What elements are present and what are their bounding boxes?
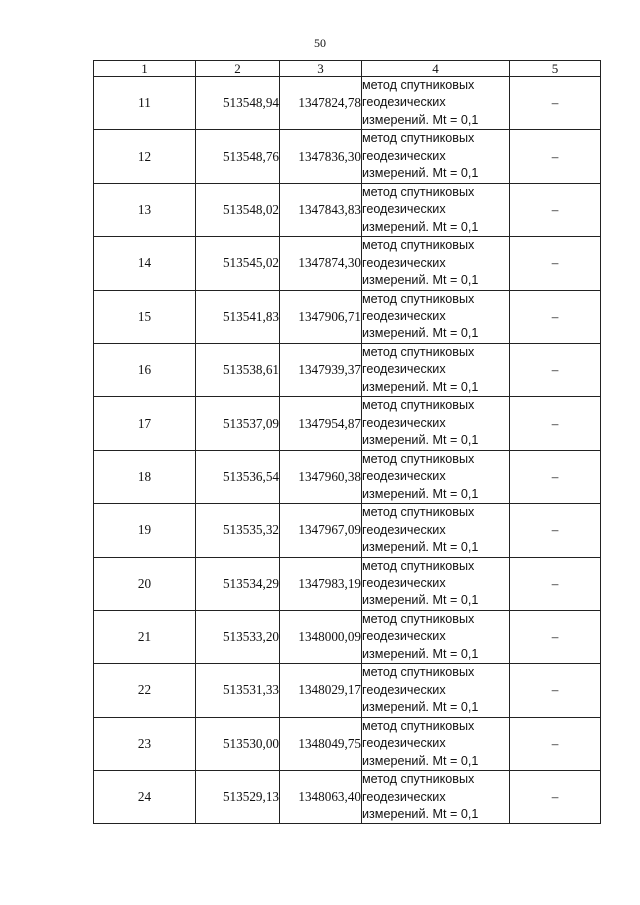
table-row [94, 771, 601, 824]
method-cell: метод спутниковых геодезических измерений. Mt = 0,1 [362, 610, 510, 663]
table-row [94, 237, 601, 290]
method-cell: метод спутниковых геодезических измерений. Mt = 0,1 [362, 290, 510, 343]
x-coordinate-cell: 513533,20 [196, 610, 280, 663]
x-coordinate-cell: 513534,29 [196, 557, 280, 610]
table-row [94, 130, 601, 183]
x-coordinate-cell: 513548,76 [196, 130, 280, 183]
point-number-cell: 21 [94, 610, 196, 663]
note-cell: – [510, 664, 601, 717]
note-cell: – [510, 237, 601, 290]
table-header-row [94, 61, 601, 77]
x-coordinate-cell: 513538,61 [196, 343, 280, 396]
y-coordinate-cell: 1347967,09 [280, 504, 362, 557]
x-coordinate-cell: 513541,83 [196, 290, 280, 343]
table-row [94, 183, 601, 236]
method-cell: метод спутниковых геодезических измерений. Mt = 0,1 [362, 557, 510, 610]
y-coordinate-cell: 1348049,75 [280, 717, 362, 770]
y-coordinate-cell: 1347843,83 [280, 183, 362, 236]
point-number-cell: 16 [94, 343, 196, 396]
note-cell: – [510, 450, 601, 503]
note-cell: – [510, 504, 601, 557]
x-coordinate-cell: 513548,94 [196, 77, 280, 130]
y-coordinate-cell: 1347983,19 [280, 557, 362, 610]
method-cell: метод спутниковых геодезических измерений. Mt = 0,1 [362, 664, 510, 717]
method-cell: метод спутниковых геодезических измерений. Mt = 0,1 [362, 504, 510, 557]
column-header-2: 2 [196, 61, 280, 77]
y-coordinate-cell: 1348000,09 [280, 610, 362, 663]
point-number-cell: 14 [94, 237, 196, 290]
x-coordinate-cell: 513545,02 [196, 237, 280, 290]
method-cell: метод спутниковых геодезических измерений. Mt = 0,1 [362, 237, 510, 290]
method-cell: метод спутниковых геодезических измерений. Mt = 0,1 [362, 450, 510, 503]
point-number-cell: 20 [94, 557, 196, 610]
x-coordinate-cell: 513529,13 [196, 771, 280, 824]
x-coordinate-cell: 513530,00 [196, 717, 280, 770]
method-cell: метод спутниковых геодезических измерений. Mt = 0,1 [362, 397, 510, 450]
table-row [94, 397, 601, 450]
column-header-3: 3 [280, 61, 362, 77]
point-number-cell: 22 [94, 664, 196, 717]
point-number-cell: 18 [94, 450, 196, 503]
table-body [94, 77, 601, 824]
column-header-5: 5 [510, 61, 601, 77]
method-cell: метод спутниковых геодезических измерений. Mt = 0,1 [362, 183, 510, 236]
point-number-cell: 15 [94, 290, 196, 343]
point-number-cell: 19 [94, 504, 196, 557]
note-cell: – [510, 397, 601, 450]
point-number-cell: 11 [94, 77, 196, 130]
point-number-cell: 23 [94, 717, 196, 770]
x-coordinate-cell: 513531,33 [196, 664, 280, 717]
note-cell: – [510, 610, 601, 663]
column-header-4: 4 [362, 61, 510, 77]
y-coordinate-cell: 1347954,87 [280, 397, 362, 450]
point-number-cell: 24 [94, 771, 196, 824]
method-cell: метод спутниковых геодезических измерений. Mt = 0,1 [362, 771, 510, 824]
y-coordinate-cell: 1347960,38 [280, 450, 362, 503]
table-row [94, 450, 601, 503]
table-row [94, 77, 601, 130]
point-number-cell: 13 [94, 183, 196, 236]
y-coordinate-cell: 1347874,30 [280, 237, 362, 290]
table-row [94, 343, 601, 396]
x-coordinate-cell: 513548,02 [196, 183, 280, 236]
y-coordinate-cell: 1348029,17 [280, 664, 362, 717]
point-number-cell: 12 [94, 130, 196, 183]
note-cell: – [510, 717, 601, 770]
note-cell: – [510, 183, 601, 236]
table-row [94, 557, 601, 610]
method-cell: метод спутниковых геодезических измерений. Mt = 0,1 [362, 130, 510, 183]
x-coordinate-cell: 513535,32 [196, 504, 280, 557]
table-row [94, 290, 601, 343]
note-cell: – [510, 343, 601, 396]
y-coordinate-cell: 1347836,30 [280, 130, 362, 183]
y-coordinate-cell: 1348063,40 [280, 771, 362, 824]
table-row [94, 610, 601, 663]
y-coordinate-cell: 1347906,71 [280, 290, 362, 343]
note-cell: – [510, 290, 601, 343]
table-row [94, 717, 601, 770]
x-coordinate-cell: 513536,54 [196, 450, 280, 503]
point-number-cell: 17 [94, 397, 196, 450]
y-coordinate-cell: 1347824,78 [280, 77, 362, 130]
method-cell: метод спутниковых геодезических измерений. Mt = 0,1 [362, 717, 510, 770]
x-coordinate-cell: 513537,09 [196, 397, 280, 450]
note-cell: – [510, 771, 601, 824]
page-number: 50 [314, 36, 326, 50]
method-cell: метод спутниковых геодезических измерений. Mt = 0,1 [362, 343, 510, 396]
note-cell: – [510, 130, 601, 183]
coordinates-table [93, 60, 601, 824]
table-row [94, 664, 601, 717]
note-cell: – [510, 557, 601, 610]
column-header-1: 1 [94, 61, 196, 77]
method-cell: метод спутниковых геодезических измерений. Mt = 0,1 [362, 77, 510, 130]
y-coordinate-cell: 1347939,37 [280, 343, 362, 396]
table-row [94, 504, 601, 557]
note-cell: – [510, 77, 601, 130]
